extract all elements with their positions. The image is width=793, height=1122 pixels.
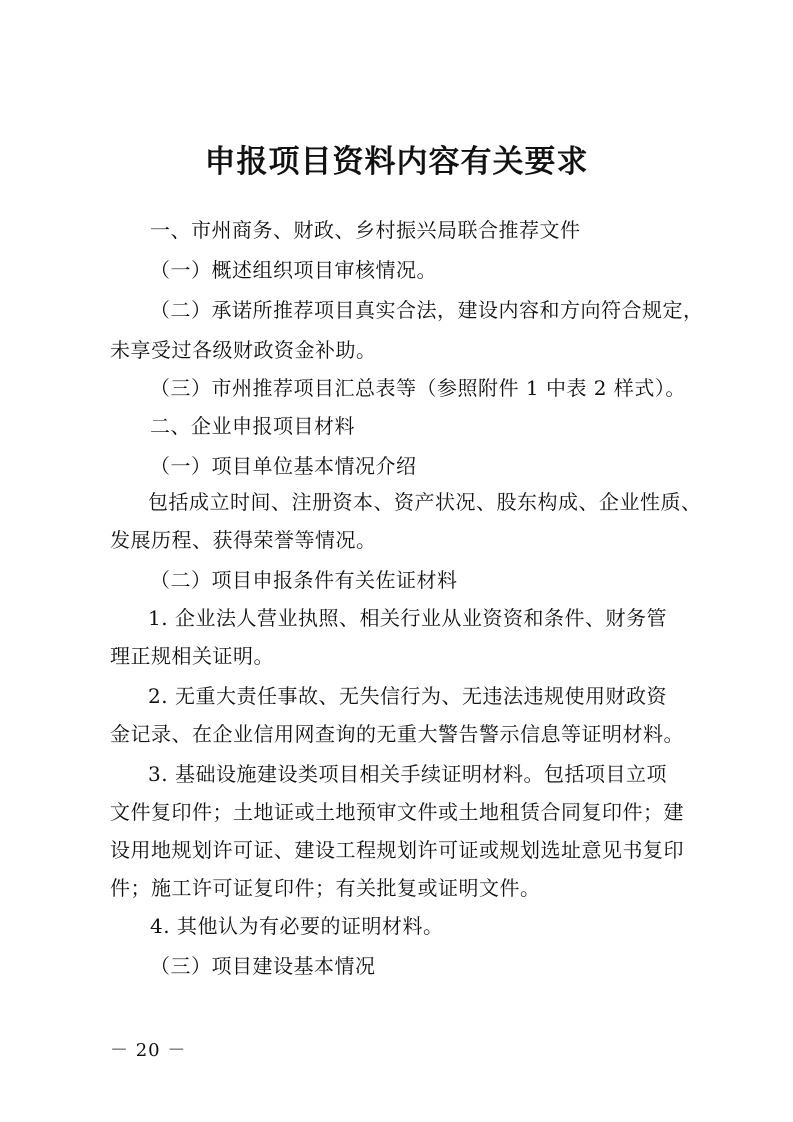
paragraph-line: 3. 基础设施建设类项目相关手续证明材料。包括项目立项 bbox=[148, 762, 667, 786]
paragraph-line: 2. 无重大责任事故、无失信行为、无违法违规使用财政资 bbox=[148, 684, 667, 708]
paragraph-line: 理正规相关证明。 bbox=[110, 644, 274, 668]
paragraph-line: （三）项目建设基本情况 bbox=[150, 954, 376, 978]
section-heading-2: 二、企业申报项目材料 bbox=[150, 414, 355, 438]
paragraph-line: 发展历程、获得荣誉等情况。 bbox=[110, 528, 377, 552]
paragraph-line: 未享受过各级财政资金补助。 bbox=[110, 338, 377, 362]
paragraph-line: （二）承诺所推荐项目真实合法，建设内容和方向符合规定， bbox=[150, 298, 704, 322]
paragraph-line: （二）项目申报条件有关佐证材料 bbox=[150, 568, 458, 592]
page-number: － 20 － bbox=[110, 1040, 187, 1061]
document-title: 申报项目资料内容有关要求 bbox=[204, 144, 589, 180]
paragraph-line: 设用地规划许可证、建设工程规划许可证或规划选址意见书复印 bbox=[110, 838, 684, 862]
paragraph-line: （三）市州推荐项目汇总表等（参照附件 1 中表 2 样式）。 bbox=[150, 376, 686, 400]
paragraph-line: （一）概述组织项目审核情况。 bbox=[150, 258, 437, 282]
paragraph-line: 包括成立时间、注册资本、资产状况、股东构成、企业性质、 bbox=[148, 490, 702, 514]
section-heading-1: 一、市州商务、财政、乡村振兴局联合推荐文件 bbox=[150, 218, 581, 242]
paragraph-line: 4. 其他认为有必要的证明材料。 bbox=[150, 914, 444, 938]
paragraph-line: （一）项目单位基本情况介绍 bbox=[150, 454, 417, 478]
paragraph-line: 件；施工许可证复印件；有关批复或证明文件。 bbox=[110, 876, 541, 900]
paragraph-line: 文件复印件；土地证或土地预审文件或土地租赁合同复印件；建 bbox=[110, 800, 684, 824]
paragraph-line: 金记录、在企业信用网查询的无重大警告警示信息等证明材料。 bbox=[110, 722, 684, 746]
paragraph-line: 1. 企业法人营业执照、相关行业从业资资和条件、财务管 bbox=[148, 606, 667, 630]
